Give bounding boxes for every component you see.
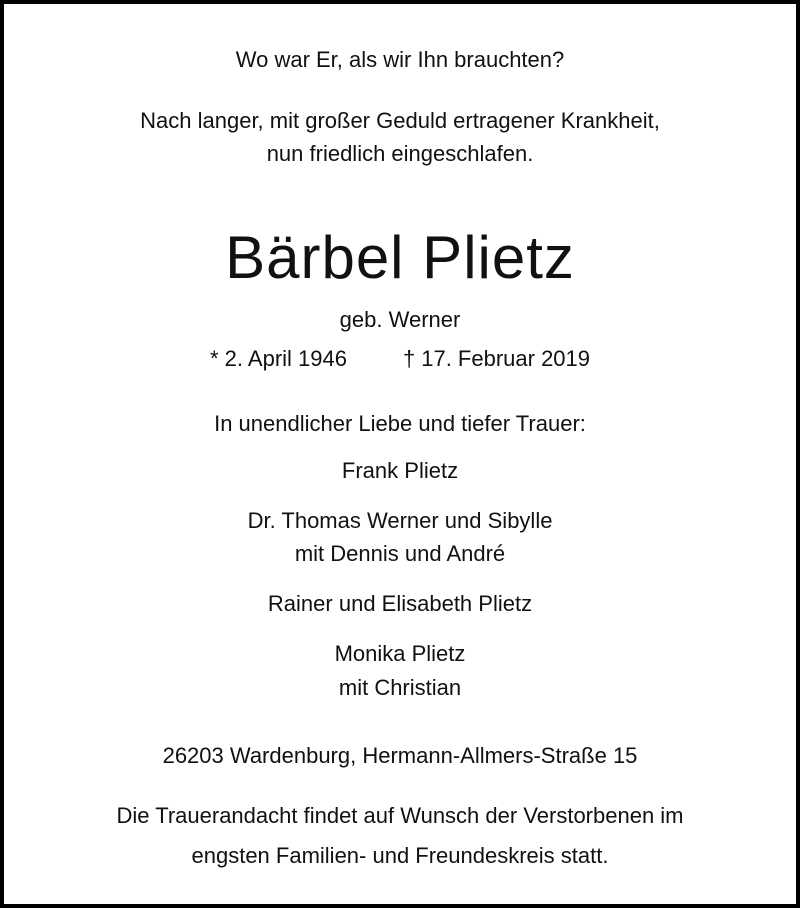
intro-line-2: nun friedlich eingeschlafen. xyxy=(266,141,534,166)
death-date-value: 17. Februar 2019 xyxy=(421,346,591,371)
mourning-line: In unendlicher Liebe und tiefer Trauer: xyxy=(214,411,586,436)
mourner-4: Monika Plietz xyxy=(334,641,466,666)
intro-line-1: Nach langer, mit großer Geduld ertragener Krankheit, xyxy=(140,108,660,133)
birth-date-value: 2. April 1946 xyxy=(224,346,347,371)
life-dates xyxy=(4,345,796,373)
motto: Wo war Er, als wir Ihn brauchten? xyxy=(235,47,565,72)
address: 26203 Wardenburg, Hermann-Allmers-Straße 15 xyxy=(162,743,638,768)
closing-line-2: engsten Familien- und Freundeskreis statt. xyxy=(191,843,609,868)
mourner-3: Rainer und Elisabeth Plietz xyxy=(267,591,533,616)
maiden-name: geb. Werner xyxy=(339,307,461,332)
mourner-4-detail: mit Christian xyxy=(338,675,462,700)
cross-icon: † xyxy=(402,346,416,371)
mourner-1: Frank Plietz xyxy=(341,458,459,483)
closing-line-1: Die Trauerandacht findet auf Wunsch der Verstorbenen im xyxy=(116,803,684,828)
deceased-name: Bärbel Plietz xyxy=(225,224,575,291)
birth-symbol: * xyxy=(209,346,219,371)
mourner-2: Dr. Thomas Werner und Sibylle xyxy=(247,508,553,533)
death-date xyxy=(403,345,590,373)
mourner-2-detail: mit Dennis und André xyxy=(294,541,506,566)
birth-date xyxy=(210,345,347,373)
